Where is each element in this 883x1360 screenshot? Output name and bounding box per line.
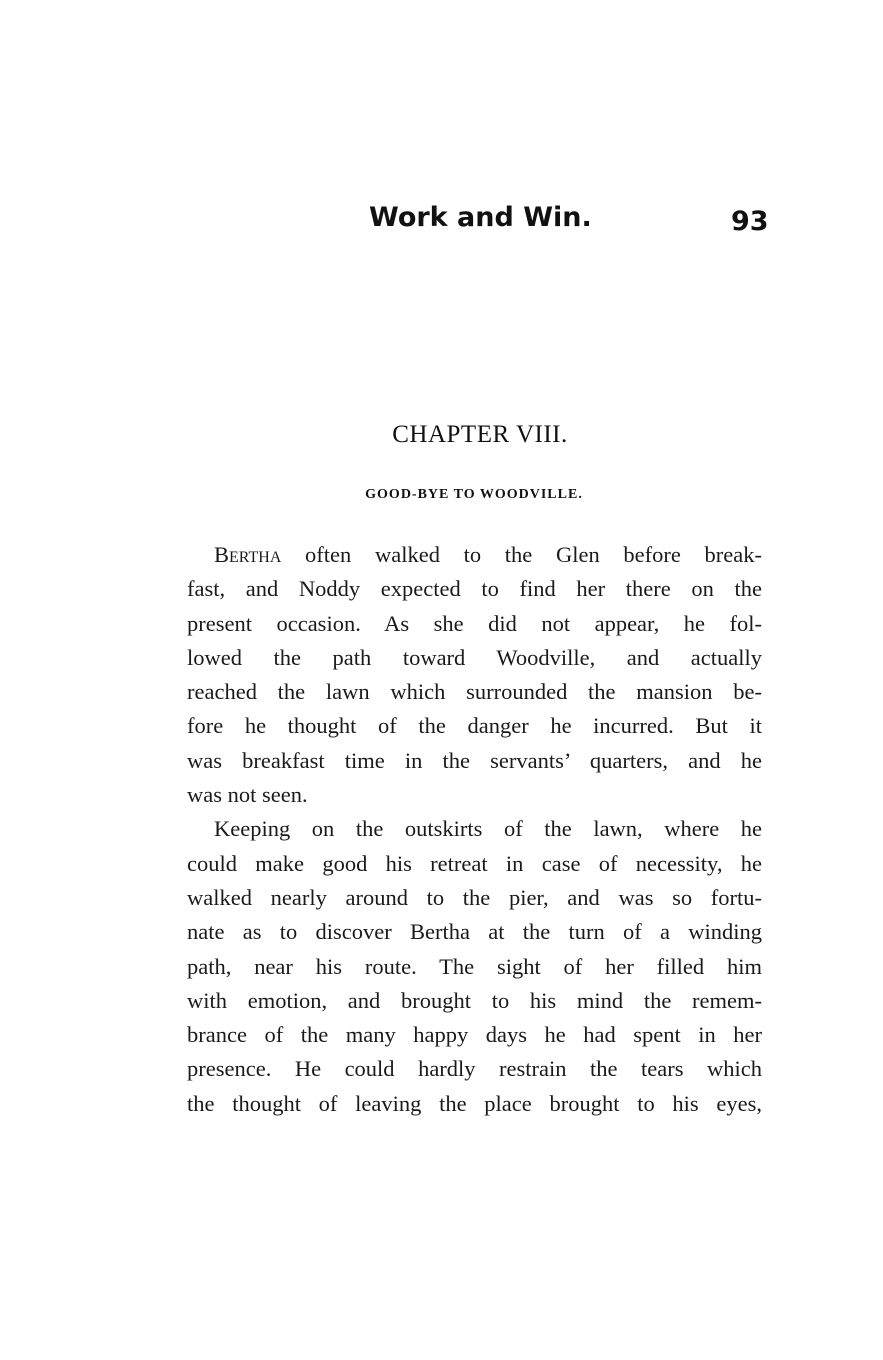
- text-line: the thought of leaving the place brought to his eyes,: [187, 1090, 762, 1116]
- text-line: brance of the many happy days he had spent in her: [187, 1022, 762, 1048]
- chapter-heading: CHAPTER VIII.: [392, 421, 568, 448]
- text-line: with emotion, and brought to his mind the remem-: [187, 987, 762, 1013]
- running-head: [0, 198, 883, 242]
- text-line: walked nearly around to the pier, and was so fortu-: [187, 884, 762, 910]
- text-line: path, near his route. The sight of her filled him: [187, 953, 762, 979]
- text-line: fore he thought of the danger he incurred. But it: [187, 713, 762, 739]
- first-word: Bertha: [214, 542, 282, 567]
- body-text: [187, 538, 762, 1121]
- line-text: often walked to the Glen before break-: [281, 542, 762, 567]
- text-line: present occasion. As she did not appear, he fol-: [187, 610, 762, 636]
- text-line: Keeping on the outskirts of the lawn, where he: [214, 816, 762, 842]
- chapter-subtitle: GOOD-BYE TO WOODVILLE.: [365, 487, 583, 502]
- text-line: fast, and Noddy expected to find her there on the: [187, 576, 762, 602]
- running-title: Work and Win.: [369, 202, 592, 233]
- text-line: was breakfast time in the servants’ quarters, and he: [187, 747, 762, 773]
- text-line: reached the lawn which surrounded the mansion be-: [187, 679, 762, 705]
- text-line: could make good his retreat in case of necessity, he: [187, 850, 762, 876]
- text-line: [187, 538, 762, 572]
- text-line: presence. He could hardly restrain the tears which: [187, 1056, 762, 1082]
- text-line: was not seen.: [187, 782, 308, 808]
- text-line: lowed the path toward Woodville, and actually: [187, 644, 762, 670]
- page-number: 93: [731, 206, 769, 237]
- text-line: nate as to discover Bertha at the turn of a winding: [187, 919, 762, 945]
